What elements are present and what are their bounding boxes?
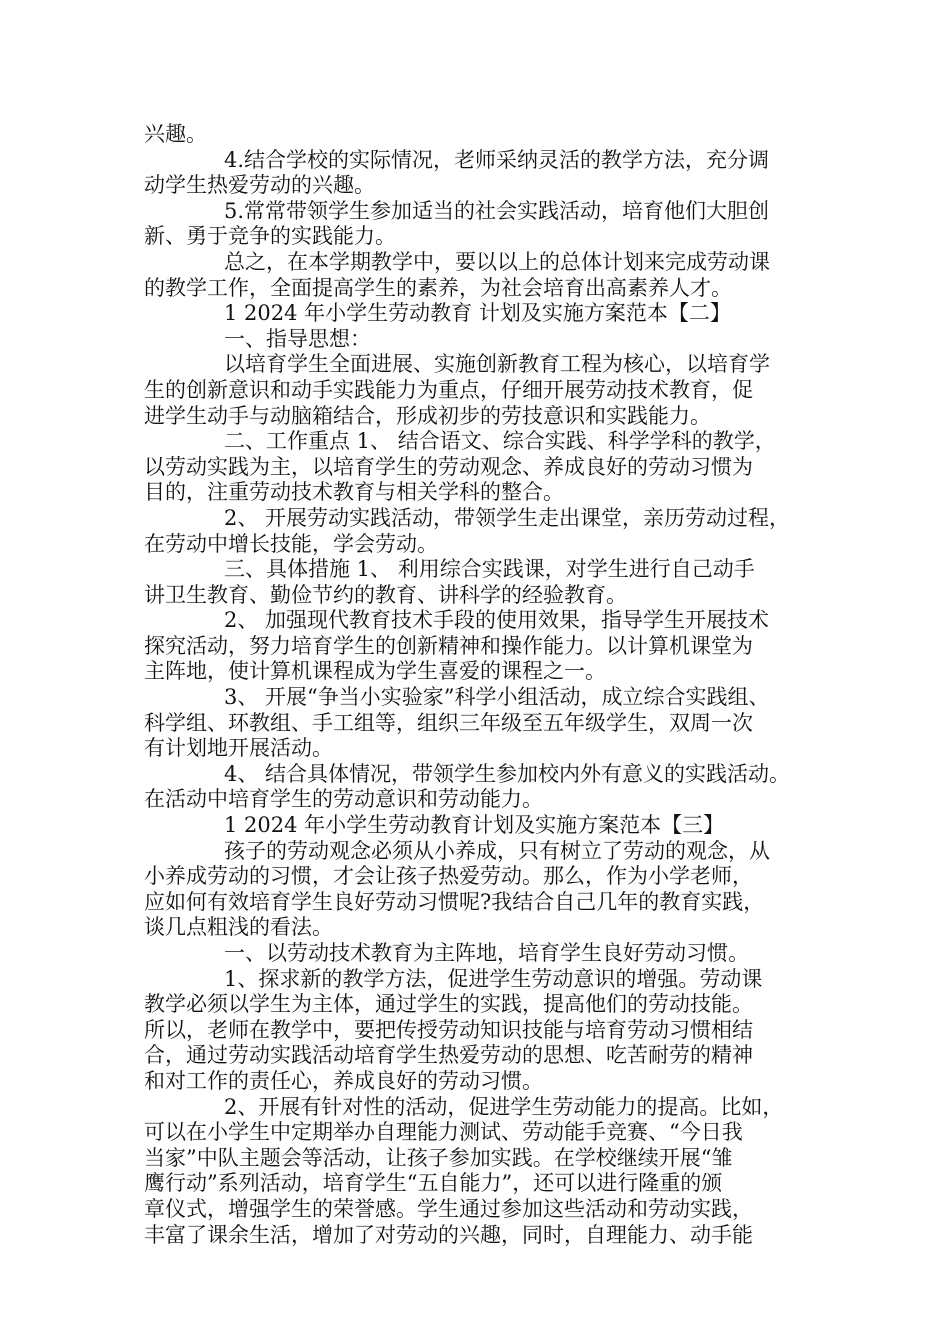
text-line: 一、以劳动技术教育为主阵地，培育学生良好劳动习惯。 xyxy=(224,941,749,965)
text-line: 1 2024 年小学生劳动教育计划及实施方案范本【三】 xyxy=(224,813,725,838)
text-line: 以培育学生全面进展、实施创新教育工程为核心，以培育学 xyxy=(224,352,770,377)
text-line: 目的，注重劳动技术教育与相关学科的整合。 xyxy=(144,480,564,505)
text-line: 主阵地，使计算机课程成为学生喜爱的课程之一。 xyxy=(144,659,606,684)
text-line: 5.常常带领学生参加适当的社会实践活动，培育他们大胆创 xyxy=(224,198,770,223)
text-line: 4、 结合具体情况，带领学生参加校内外有意义的实践活动。 xyxy=(224,761,791,786)
text-line: 一、指导思想： xyxy=(224,326,371,351)
text-line: 二、工作重点 1、 结合语文、综合实践、科学学科的教学， xyxy=(224,429,776,454)
text-line: 探究活动，努力培育学生的创新精神和操作能力。以计算机课堂为 xyxy=(144,633,753,658)
text-line: 兴趣。 xyxy=(144,122,207,146)
text-line: 1、探求新的教学方法，促进学生劳动意识的增强。劳动课 xyxy=(224,966,763,991)
text-line: 可以在小学生中定期举办自理能力测试、劳动能手竞赛、“今日我 xyxy=(144,1120,743,1145)
text-line: 三、具体措施 1、 利用综合实践课，对学生进行自己动手 xyxy=(224,557,755,582)
text-line: 动学生热爱劳动的兴趣。 xyxy=(144,173,375,198)
text-line: 鹰行动”系列活动，培育学生“五自能力”，还可以进行隆重的颁 xyxy=(144,1171,723,1196)
text-line: 4.结合学校的实际情况，老师采纳灵活的教学方法，充分调 xyxy=(224,147,770,172)
document-body xyxy=(144,122,824,1248)
text-line: 以劳动实践为主，以培育学生的劳动观念、养成良好的劳动习惯为 xyxy=(144,454,753,479)
text-line: 当家”中队主题会等活动，让孩子参加实践。在学校继续开展“雏 xyxy=(144,1145,733,1170)
text-line: 谈几点粗浅的看法。 xyxy=(144,915,333,940)
text-line: 和对工作的责任心，养成良好的劳动习惯。 xyxy=(144,1068,543,1093)
text-line: 2、 加强现代教育技术手段的使用效果，指导学生开展技术 xyxy=(224,608,770,633)
text-line: 教学必须以学生为主体，通过学生的实践，提高他们的劳动技能。 xyxy=(144,992,753,1017)
text-line: 在活动中培育学生的劳动意识和劳动能力。 xyxy=(144,787,543,812)
text-line: 孩子的劳动观念必须从小养成，只有树立了劳动的观念，从 xyxy=(224,838,770,863)
text-line: 生的创新意识和动手实践能力为重点，仔细开展劳动技术教育，促 xyxy=(144,377,753,402)
text-line: 所以，老师在教学中，要把传授劳动知识技能与培育劳动习惯相结 xyxy=(144,1017,753,1042)
text-line: 在劳动中增长技能，学会劳动。 xyxy=(144,531,438,556)
text-line: 的教学工作，全面提高学生的素养，为社会培育出高素养人才。 xyxy=(144,275,732,300)
text-line: 2、开展有针对性的活动，促进学生劳动能力的提高。比如， xyxy=(224,1094,784,1119)
text-line: 有计划地开展活动。 xyxy=(144,736,333,761)
text-line: 合，通过劳动实践活动培育学生热爱劳动的思想、吃苦耐劳的精神 xyxy=(144,1043,753,1068)
text-line: 应如何有效培育学生良好劳动习惯呢?我结合自己几年的教育实践， xyxy=(144,889,765,914)
text-line: 1 2024 年小学生劳动教育 计划及实施方案范本【二】 xyxy=(224,301,731,326)
text-line: 新、勇于竞争的实践能力。 xyxy=(144,224,396,249)
text-line: 丰富了课余生活，增加了对劳动的兴趣，同时，自理能力、动手能 xyxy=(144,1222,753,1247)
text-line: 3、 开展“争当小实验家”科学小组活动，成立综合实践组、 xyxy=(224,685,770,710)
text-line: 讲卫生教育、勤俭节约的教育、讲科学的经验教育。 xyxy=(144,582,627,607)
text-line: 小养成劳动的习惯，才会让孩子热爱劳动。那么，作为小学老师， xyxy=(144,864,753,889)
text-line: 章仪式，增强学生的荣誉感。学生通过参加这些活动和劳动实践， xyxy=(144,1196,753,1221)
text-line: 科学组、环教组、手工组等，组织三年级至五年级学生，双周一次 xyxy=(144,710,753,735)
text-line: 进学生动手与动脑箱结合，形成初步的劳技意识和实践能力。 xyxy=(144,403,711,428)
text-line: 2、 开展劳动实践活动，带领学生走出课堂，亲历劳动过程， xyxy=(224,505,791,530)
text-line: 总之，在本学期教学中，要以以上的总体计划来完成劳动课 xyxy=(224,249,770,274)
